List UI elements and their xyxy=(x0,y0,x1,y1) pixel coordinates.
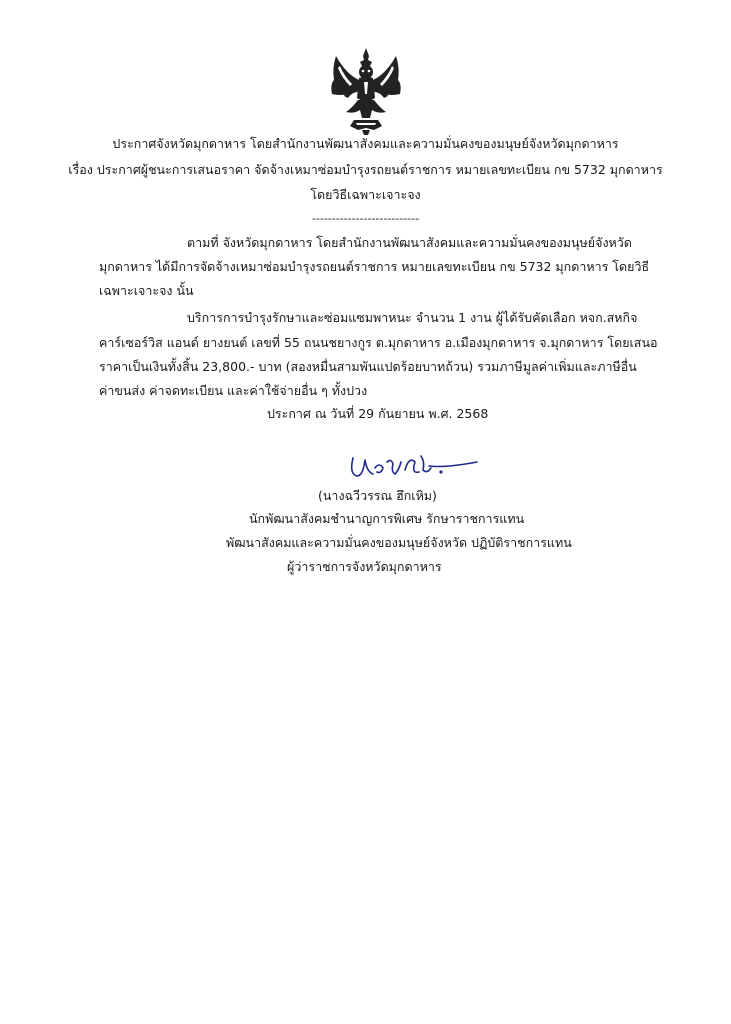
signature-icon xyxy=(345,448,480,482)
header-line-3: โดยวิธีเฉพาะเจาะจง xyxy=(310,187,421,202)
garuda-emblem-icon xyxy=(326,46,406,136)
para2-line-3: ราคาเป็นเงินทั้งสิ้น 23,800.- บาท (สองหมื่นสามพันแปดร้อยบาทถ้วน) รวมภาษีมูลค่าเพิ่มและภาษีอื่น xyxy=(99,359,637,374)
para2-line-4: ค่าขนส่ง ค่าจดทะเบียน และค่าใช้จ่ายอื่น ๆ ทั้งปวง xyxy=(99,383,368,398)
signer-name: (นางฉวีวรรณ ฮึกเหิม) xyxy=(318,488,437,503)
para2-line-1: บริการการบำรุงรักษาและซ่อมแซมพาหนะ จำนวน 1 งาน ผู้ได้รับคัดเลือก หจก.สหกิจ xyxy=(187,310,638,325)
signer-position-3: ผู้ว่าราชการจังหวัดมุกดาหาร xyxy=(287,559,442,574)
para1-line-2: มุกดาหาร ได้มีการจัดจ้างเหมาซ่อมบำรุงรถยนต์ราชการ หมายเลขทะเบียน กข 5732 มุกดาหาร โดยวิธี xyxy=(99,259,650,274)
para1-line-1: ตามที่ จังหวัดมุกดาหาร โดยสำนักงานพัฒนาสังคมและความมั่นคงของมนุษย์จังหวัด xyxy=(187,235,632,250)
header-line-2: เรื่อง ประกาศผู้ชนะการเสนอราคา จัดจ้างเหมาซ่อมบำรุงรถยนต์ราชการ หมายเลขทะเบียน กข 5732 มุกดาหาร xyxy=(68,162,663,177)
header-separator: --------------------------- xyxy=(311,212,420,225)
signer-position-2: พัฒนาสังคมและความมั่นคงของมนุษย์จังหวัด ปฏิบัติราชการแทน xyxy=(226,535,572,550)
header-line-1: ประกาศจังหวัดมุกดาหาร โดยสำนักงานพัฒนาสังคมและความมั่นคงของมนุษย์จังหวัดมุกดาหาร xyxy=(112,136,619,151)
announce-date: ประกาศ ณ วันที่ 29 กันยายน พ.ศ. 2568 xyxy=(267,406,489,421)
para2-line-2: คาร์เซอร์วิส แอนด์ ยางยนต์ เลขที่ 55 ถนนชยางกูร ต.มุกดาหาร อ.เมืองมุกดาหาร จ.มุกดาหาร โดยเสนอ xyxy=(99,335,658,350)
para1-line-3: เฉพาะเจาะจง นั้น xyxy=(99,283,194,298)
signer-position-1: นักพัฒนาสังคมชำนาญการพิเศษ รักษาราชการแทน xyxy=(249,511,525,526)
